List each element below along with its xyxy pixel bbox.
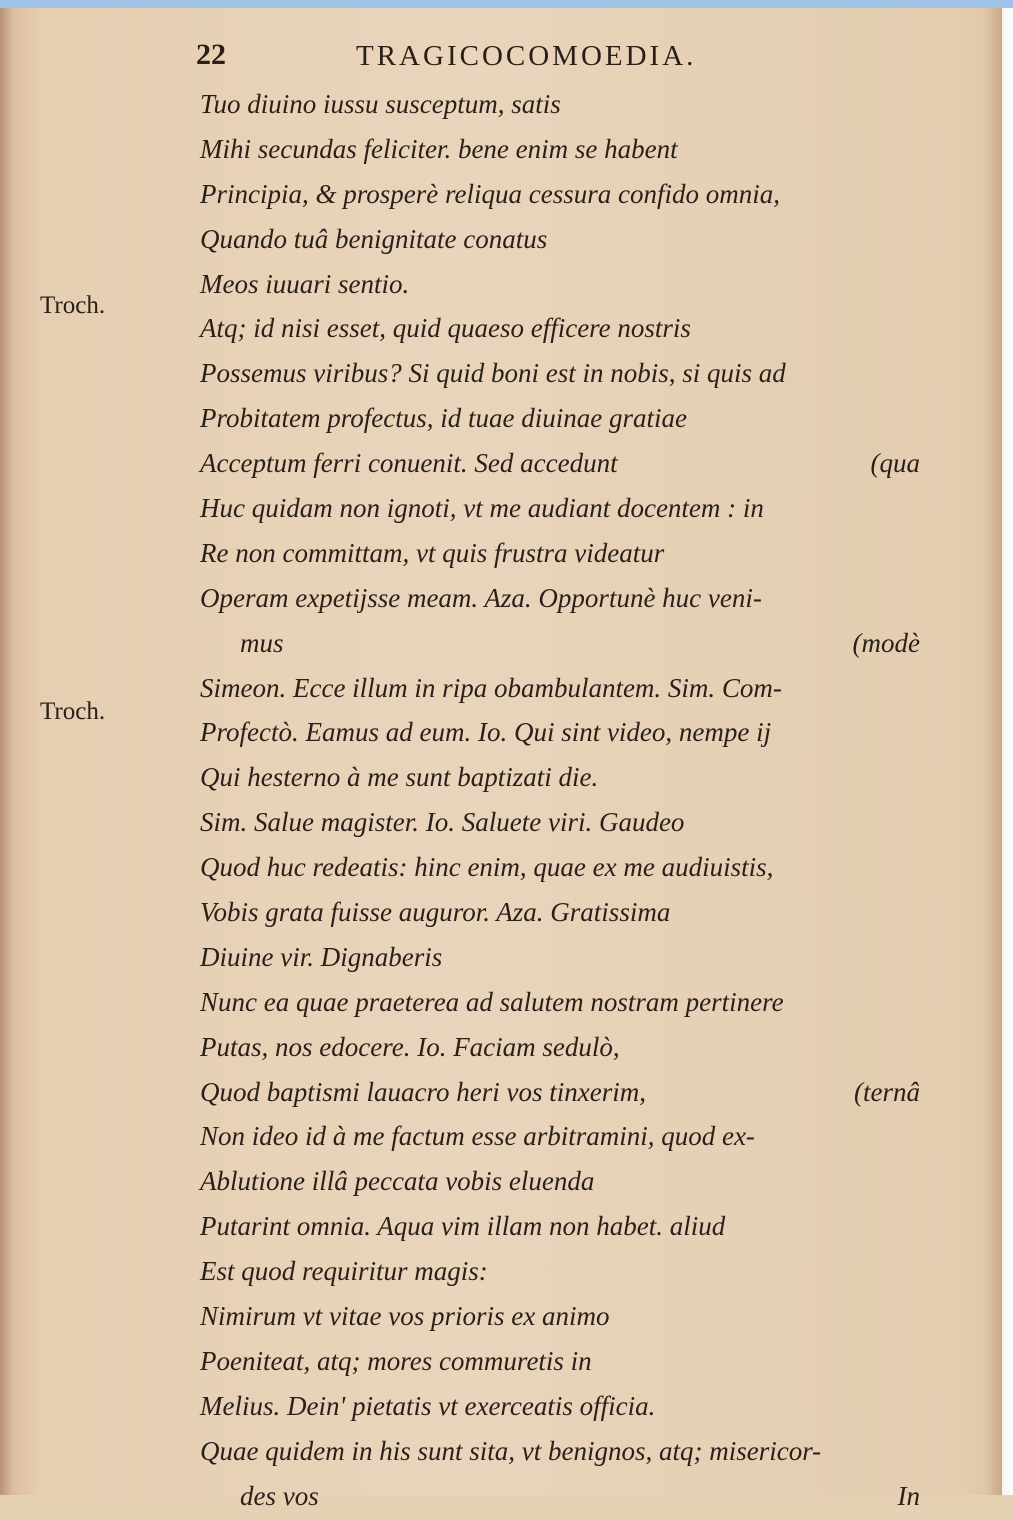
text-line-17: Sim. Salue magister. Io. Saluete viri. Gaudeo <box>200 807 685 838</box>
text-line-3: Principia, & prosperè reliqua cessura confido omnia, <box>200 178 780 209</box>
text-line-18: Quod huc redeatis: hinc enim, quae ex me audiuistis, <box>200 852 774 883</box>
turnover-qua: (qua <box>870 448 920 479</box>
text-line-12: Operam expetijsse meam. Aza. Opportunè huc veni- <box>200 582 762 613</box>
text-line-5: Meos iuuari sentio. <box>200 268 410 299</box>
text-line-28: Nimirum vt vitae vos prioris ex animo <box>200 1301 610 1332</box>
text-line-8: Probitatem profectus, id tuae diuinae gratiae <box>200 403 687 434</box>
text-line-25: Ablutione illâ peccata vobis eluenda <box>200 1166 595 1197</box>
margin-note-troch-2: Troch. <box>40 698 106 725</box>
text-line-7: Possemus viribus? Si quid boni est in nobis, si quis ad <box>200 358 786 389</box>
turnover-mode: (modè <box>852 627 920 658</box>
text-line-9: Acceptum ferri conuenit. Sed accedunt (qua <box>200 441 940 486</box>
page-gutter-left <box>0 8 14 1495</box>
text-line-21: Nunc ea quae praeterea ad salutem nostram pertinere <box>200 986 784 1017</box>
text-line-30: Melius. Dein' pietatis vt exerceatis officia. <box>200 1390 656 1421</box>
text-line-6: Atq; id nisi esset, quid quaeso efficere nostris <box>200 313 691 344</box>
text-line-13: mus (modè <box>200 621 940 666</box>
text-line-1: Tuo diuino iussu susceptum, satis <box>200 89 561 119</box>
text-line-15: Profectò. Eamus ad eum. Io. Qui sint video, nempe ij <box>200 717 772 748</box>
text-line-32: des vos In <box>200 1474 940 1519</box>
text-line-20: Diuine vir. Dignaberis <box>200 941 443 972</box>
text-line-16: Qui hesterno à me sunt baptizati die. <box>200 762 599 793</box>
text-line-10: Huc quidam non ignoti, vt me audiant docentem : in <box>200 493 764 524</box>
text-line-23: Quod baptismi lauacro heri vos tinxerim, (ternâ <box>200 1070 940 1115</box>
verse-text <box>200 82 940 1519</box>
running-title: TRAGICOCOMOEDIA. <box>356 40 697 72</box>
text-line-24: Non ideo id à me factum esse arbitramini, quod ex- <box>200 1121 755 1152</box>
page-header <box>196 38 786 78</box>
page-number: 22 <box>196 38 226 71</box>
window-top-bar <box>0 0 1013 8</box>
catchword: In <box>897 1480 920 1511</box>
turnover-terna: (ternâ <box>854 1076 920 1107</box>
margin-note-troch-1: Troch. <box>40 292 106 319</box>
text-line-4: Quando tuâ benignitate conatus <box>200 223 548 254</box>
text-line-11: Re non committam, vt quis frustra videatur <box>200 537 665 568</box>
text-line-29: Poeniteat, atq; mores commuretis in <box>200 1345 592 1376</box>
text-line-27: Est quod requiritur magis: <box>200 1256 488 1287</box>
text-line-14: Simeon. Ecce illum in ripa obambulantem. Sim. Com- <box>200 672 782 703</box>
text-line-22: Putas, nos edocere. Io. Faciam sedulò, <box>200 1031 620 1062</box>
text-line-2: Mihi secundas feliciter. bene enim se habent <box>200 133 678 164</box>
text-line-19: Vobis grata fuisse auguror. Aza. Gratissima <box>200 897 671 928</box>
text-line-31: Quae quidem in his sunt sita, vt benignos, atq; misericor- <box>200 1435 822 1466</box>
page-edge-right <box>985 8 1013 1495</box>
text-line-26: Putarint omnia. Aqua vim illam non habet. aliud <box>200 1211 726 1242</box>
